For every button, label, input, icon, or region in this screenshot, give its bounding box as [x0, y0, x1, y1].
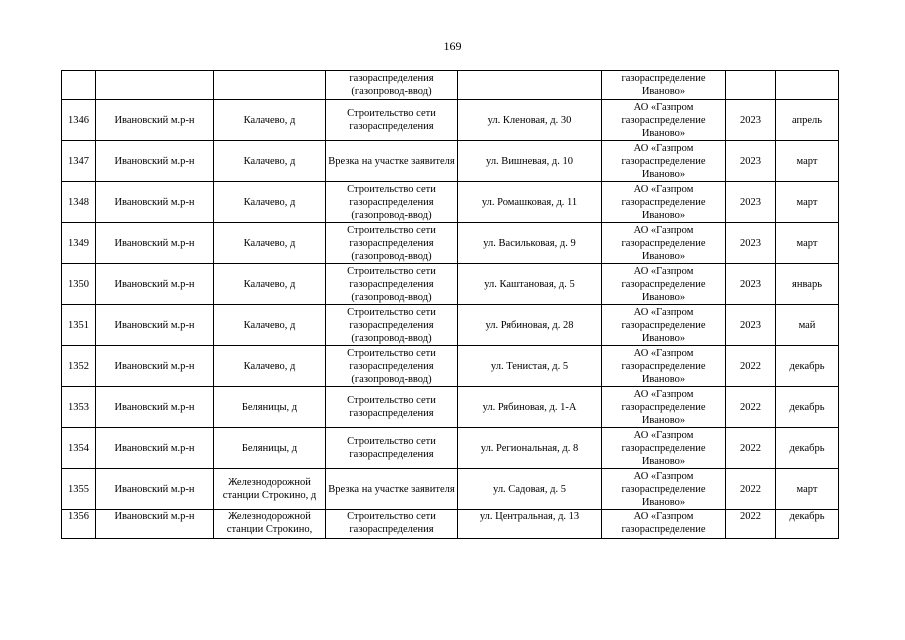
cell-district: Ивановский м.р-н [96, 469, 214, 510]
cell-work: Строительство сети газораспределения (газопровод-ввод) [326, 264, 458, 305]
cell-address: ул. Региональная, д. 8 [458, 428, 602, 469]
cell-settlement: Калачево, д [214, 141, 326, 182]
table-row [62, 346, 839, 387]
cell-org: АО «Газпром газораспределение Иваново» [602, 469, 726, 510]
cell-address: ул. Центральная, д. 13 [458, 510, 602, 539]
cell-org: АО «Газпром газораспределение Иваново» [602, 141, 726, 182]
cell-work: Строительство сети газораспределения (газопровод-ввод) [326, 305, 458, 346]
table-row [62, 428, 839, 469]
cell-month: март [776, 141, 839, 182]
cell-month: март [776, 223, 839, 264]
cell-address [458, 71, 602, 100]
cell-settlement [214, 71, 326, 100]
gas-network-table [61, 70, 839, 539]
cell-year: 2023 [726, 305, 776, 346]
cell-month: январь [776, 264, 839, 305]
cell-month: апрель [776, 100, 839, 141]
cell-district: Ивановский м.р-н [96, 346, 214, 387]
cell-org: газораспределение Иваново» [602, 71, 726, 100]
cell-work: газораспределения (газопровод-ввод) [326, 71, 458, 100]
cell-num: 1350 [62, 264, 96, 305]
cell-settlement: Калачево, д [214, 346, 326, 387]
cell-org: АО «Газпром газораспределение Иваново» [602, 387, 726, 428]
cell-work: Строительство сети газораспределения (газопровод-ввод) [326, 182, 458, 223]
cell-num: 1348 [62, 182, 96, 223]
cell-work: Строительство сети газораспределения (газопровод-ввод) [326, 223, 458, 264]
table-row [62, 387, 839, 428]
cell-district: Ивановский м.р-н [96, 264, 214, 305]
cell-district: Ивановский м.р-н [96, 305, 214, 346]
cell-year: 2022 [726, 428, 776, 469]
cell-district: Ивановский м.р-н [96, 428, 214, 469]
cell-num: 1349 [62, 223, 96, 264]
cell-settlement: Беляницы, д [214, 387, 326, 428]
cell-address: ул. Рябиновая, д. 28 [458, 305, 602, 346]
cell-settlement: Беляницы, д [214, 428, 326, 469]
cell-org: АО «Газпром газораспределение [602, 510, 726, 539]
cell-work: Строительство сети газораспределения (газопровод-ввод) [326, 346, 458, 387]
cell-month: май [776, 305, 839, 346]
cell-year: 2022 [726, 346, 776, 387]
cell-month: декабрь [776, 387, 839, 428]
cell-org: АО «Газпром газораспределение Иваново» [602, 305, 726, 346]
cell-month: март [776, 469, 839, 510]
cell-work: Строительство сети газораспределения [326, 387, 458, 428]
cell-year: 2023 [726, 264, 776, 305]
cell-address: ул. Садовая, д. 5 [458, 469, 602, 510]
cell-num: 1356 [62, 510, 96, 539]
cell-address: ул. Васильковая, д. 9 [458, 223, 602, 264]
cell-year [726, 71, 776, 100]
cell-org: АО «Газпром газораспределение Иваново» [602, 346, 726, 387]
cell-org: АО «Газпром газораспределение Иваново» [602, 182, 726, 223]
cell-num: 1346 [62, 100, 96, 141]
table-row [62, 100, 839, 141]
cell-year: 2023 [726, 141, 776, 182]
cell-address: ул. Каштановая, д. 5 [458, 264, 602, 305]
cell-work: Строительство сети газораспределения [326, 100, 458, 141]
cell-num: 1355 [62, 469, 96, 510]
cell-month: декабрь [776, 346, 839, 387]
cell-year: 2022 [726, 387, 776, 428]
cell-address: ул. Тенистая, д. 5 [458, 346, 602, 387]
table-row [62, 182, 839, 223]
cell-num: 1354 [62, 428, 96, 469]
cell-num: 1347 [62, 141, 96, 182]
cell-district: Ивановский м.р-н [96, 387, 214, 428]
cell-settlement: Железнодорожной станции Строкино, д [214, 469, 326, 510]
table-row [62, 305, 839, 346]
cell-org: АО «Газпром газораспределение Иваново» [602, 100, 726, 141]
cell-settlement: Калачево, д [214, 223, 326, 264]
cell-year: 2023 [726, 100, 776, 141]
cell-address: ул. Вишневая, д. 10 [458, 141, 602, 182]
table-row [62, 141, 839, 182]
cell-num: 1353 [62, 387, 96, 428]
cell-district: Ивановский м.р-н [96, 510, 214, 539]
cell-settlement: Калачево, д [214, 264, 326, 305]
cell-num: 1352 [62, 346, 96, 387]
cell-settlement: Калачево, д [214, 100, 326, 141]
cell-work: Строительство сети газораспределения [326, 510, 458, 539]
cell-org: АО «Газпром газораспределение Иваново» [602, 264, 726, 305]
page-number: 169 [443, 39, 462, 53]
cell-org: АО «Газпром газораспределение Иваново» [602, 428, 726, 469]
cell-num [62, 71, 96, 100]
cell-work: Врезка на участке заявителя [326, 469, 458, 510]
cell-settlement: Калачево, д [214, 182, 326, 223]
cell-year: 2023 [726, 223, 776, 264]
cell-org: АО «Газпром газораспределение Иваново» [602, 223, 726, 264]
table-row [62, 264, 839, 305]
cell-month [776, 71, 839, 100]
table-row-continuation [62, 71, 839, 100]
cell-settlement: Калачево, д [214, 305, 326, 346]
cell-year: 2023 [726, 182, 776, 223]
cell-district: Ивановский м.р-н [96, 182, 214, 223]
cell-month: март [776, 182, 839, 223]
cell-month: декабрь [776, 428, 839, 469]
cell-month: декабрь [776, 510, 839, 539]
cell-address: ул. Рябиновая, д. 1-А [458, 387, 602, 428]
cell-address: ул. Кленовая, д. 30 [458, 100, 602, 141]
cell-num: 1351 [62, 305, 96, 346]
table-body [62, 71, 839, 539]
cell-district: Ивановский м.р-н [96, 141, 214, 182]
cell-district [96, 71, 214, 100]
table-row [62, 223, 839, 264]
cell-work: Строительство сети газораспределения [326, 428, 458, 469]
cell-work: Врезка на участке заявителя [326, 141, 458, 182]
table-row [62, 510, 839, 539]
cell-settlement: Железнодорожной станции Строкино, [214, 510, 326, 539]
cell-year: 2022 [726, 469, 776, 510]
cell-address: ул. Ромашковая, д. 11 [458, 182, 602, 223]
cell-district: Ивановский м.р-н [96, 223, 214, 264]
cell-year: 2022 [726, 510, 776, 539]
cell-district: Ивановский м.р-н [96, 100, 214, 141]
table-row [62, 469, 839, 510]
